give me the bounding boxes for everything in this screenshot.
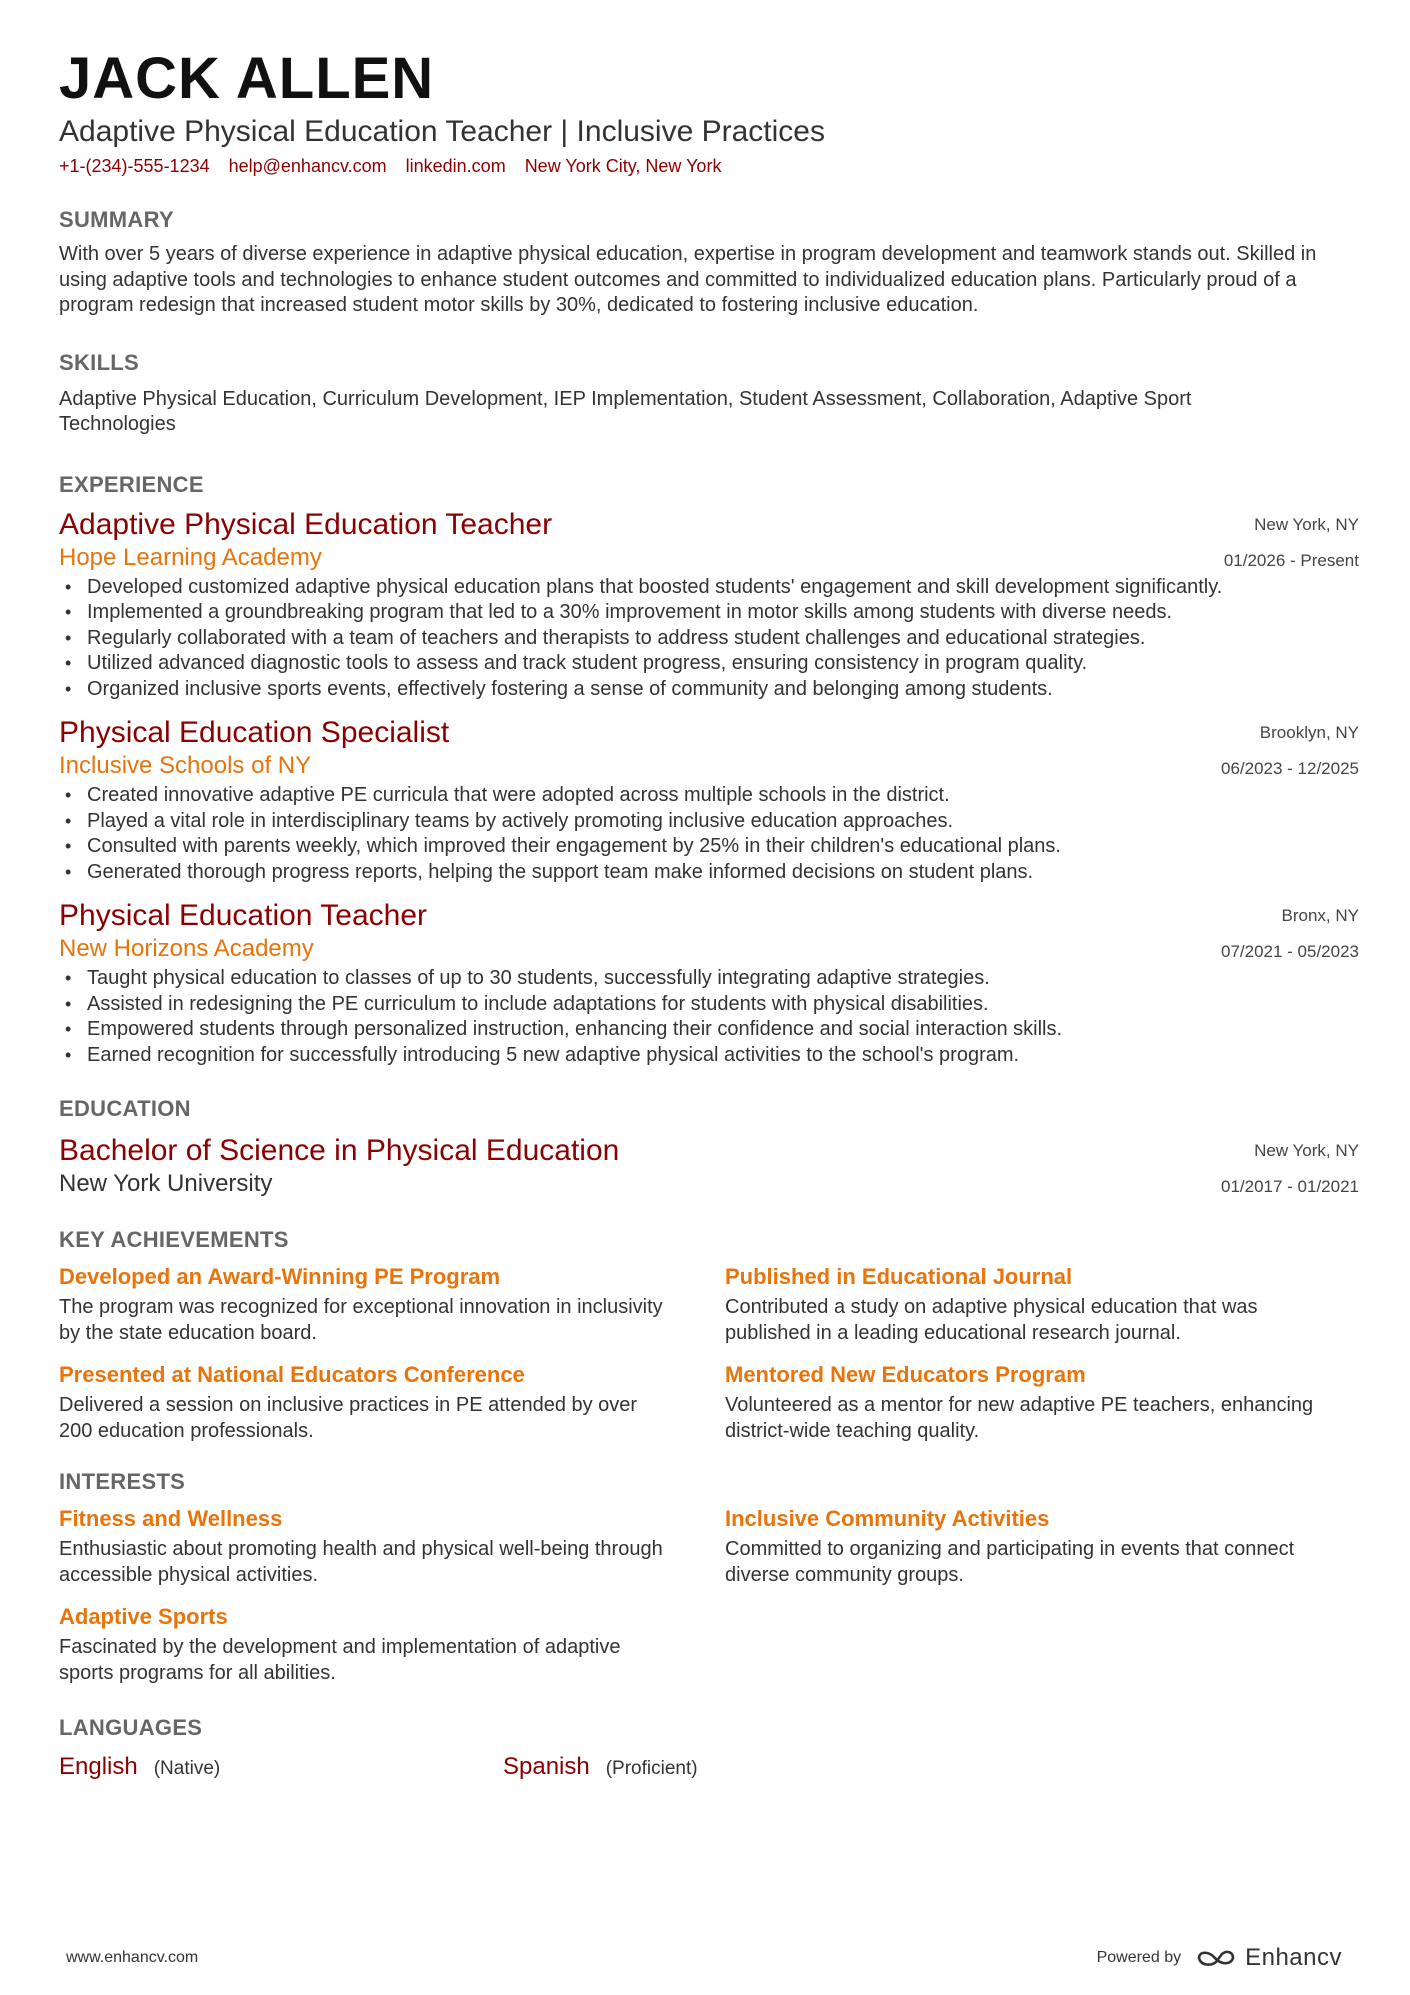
interest-title: Adaptive Sports xyxy=(59,1604,228,1629)
candidate-name: JACK ALLEN xyxy=(59,46,435,111)
job-bullet: • Utilized advanced diagnostic tools to assess and track student progress, ensuring consistency in program quality. xyxy=(59,651,1359,677)
job-dates: 07/2021 - 05/2023 xyxy=(1220,942,1359,961)
language-level: (Native) xyxy=(153,1758,221,1779)
achievement-desc: Contributed a study on adaptive physical education that was published in a leading educational research journal. xyxy=(725,1296,1258,1344)
interest-desc: Committed to organizing and participating in events that connect diverse community groups. xyxy=(725,1538,1295,1586)
contact-linkedin[interactable]: linkedin.com xyxy=(405,156,506,176)
language-level: (Proficient) xyxy=(605,1758,698,1779)
summary-text: With over 5 years of diverse experience in adaptive physical education, expertise in program development and teamwork stands out. Skilled in using adaptive tools and technologies to enhance student outcomes and committed to individualized education plans. Particularly proud of a program redesign that increased student motor skills by 30%, dedicated to fostering inclusive education. xyxy=(59,243,1317,316)
job-location: Bronx, NY xyxy=(1281,906,1359,925)
job-meta xyxy=(1221,715,1359,787)
job-entry xyxy=(59,715,1359,885)
skills-section xyxy=(59,349,1359,438)
summary-heading: SUMMARY xyxy=(59,207,174,232)
achievement-desc: The program was recognized for exceptional innovation in inclusivity by the state education board. xyxy=(59,1296,663,1344)
job-bullet: • Developed customized adaptive physical education plans that boosted students' engagement and skill development significantly. xyxy=(59,575,1359,601)
job-bullet: • Played a vital role in interdisciplinary teams by actively promoting inclusive education approaches. xyxy=(59,809,1359,835)
achievement-title: Published in Educational Journal xyxy=(725,1264,1073,1289)
job-bullet: • Assisted in redesigning the PE curriculum to include adaptations for students with physical disabilities. xyxy=(59,992,1359,1018)
job-entry xyxy=(59,507,1359,703)
achievement-title: Developed an Award-Winning PE Program xyxy=(59,1264,501,1289)
job-meta xyxy=(1224,507,1359,579)
job-location: New York, NY xyxy=(1254,514,1359,534)
interest-desc: Enthusiastic about promoting health and physical well-being through accessible physical activities. xyxy=(59,1538,663,1586)
contact-info xyxy=(59,154,1359,178)
education-dates: 01/2017 - 01/2021 xyxy=(1220,1177,1359,1196)
language-name: English xyxy=(59,1753,138,1780)
powered-by-label: Powered by xyxy=(1096,1949,1182,1966)
achievement-item xyxy=(725,1262,1359,1346)
interests-section xyxy=(59,1468,1359,1686)
language-item xyxy=(59,1752,503,1782)
education-school: New York University xyxy=(59,1170,273,1197)
job-bullet: • Earned recognition for successfully introducing 5 new adaptive physical activities to the school's program. xyxy=(59,1043,1359,1069)
contact-location: New York City, New York xyxy=(524,156,722,176)
languages-list xyxy=(59,1752,1359,1782)
job-title: Physical Education Teacher xyxy=(59,899,427,932)
interests-heading: INTERESTS xyxy=(59,1469,186,1494)
job-bullet: • Organized inclusive sports events, effectively fostering a sense of community and belonging among students. xyxy=(59,677,1359,703)
job-title: Adaptive Physical Education Teacher xyxy=(59,507,553,541)
candidate-headline: Adaptive Physical Education Teacher | Inclusive Practices xyxy=(59,115,825,148)
contact-email[interactable]: help@enhancv.com xyxy=(228,156,387,176)
job-bullets xyxy=(59,575,1359,703)
education-meta xyxy=(1221,1133,1359,1205)
job-bullets xyxy=(59,783,1359,885)
skills-heading: SKILLS xyxy=(59,349,140,375)
interest-item xyxy=(59,1602,725,1686)
interest-item xyxy=(59,1504,725,1588)
job-location: Brooklyn, NY xyxy=(1259,723,1359,742)
experience-heading: EXPERIENCE xyxy=(59,471,204,497)
job-bullet: • Consulted with parents weekly, which improved their engagement by 25% in their children's educational plans. xyxy=(59,834,1359,860)
achievements-grid xyxy=(59,1262,1359,1444)
job-bullets xyxy=(59,966,1359,1068)
achievement-title: Mentored New Educators Program xyxy=(725,1362,1086,1387)
education-section xyxy=(59,1095,1359,1199)
enhancv-logo-icon xyxy=(1195,1946,1237,1970)
interest-title: Inclusive Community Activities xyxy=(725,1506,1050,1531)
job-meta xyxy=(1221,898,1359,970)
achievement-title: Presented at National Educators Conference xyxy=(59,1362,525,1387)
skills-text: Adaptive Physical Education, Curriculum Development, IEP Implementation, Student Assessment, Collaboration, Adaptive Sport Technologies xyxy=(59,387,1192,435)
job-bullet: • Regularly collaborated with a team of teachers and therapists to address student challenges and educational strategies. xyxy=(59,626,1359,652)
experience-section xyxy=(59,471,1359,1069)
achievement-item xyxy=(59,1262,725,1346)
interests-grid xyxy=(59,1504,1359,1686)
summary-section xyxy=(59,206,1359,319)
job-bullet: • Implemented a groundbreaking program that led to a 30% improvement in motor skills among students with diverse needs. xyxy=(59,600,1359,626)
job-bullet: • Generated thorough progress reports, helping the support team make informed decisions on student plans. xyxy=(59,860,1359,886)
page-footer xyxy=(66,1944,1342,1972)
achievements-section xyxy=(59,1226,1359,1444)
brand-name: Enhancv xyxy=(1245,1944,1342,1971)
education-entry xyxy=(59,1133,1359,1199)
job-company: Hope Learning Academy xyxy=(59,543,322,571)
job-entry xyxy=(59,898,1359,1068)
job-title: Physical Education Specialist xyxy=(59,716,450,749)
resume-header xyxy=(59,48,1359,178)
interest-desc: Fascinated by the development and implementation of adaptive sports programs for all abilities. xyxy=(59,1636,621,1684)
education-heading: EDUCATION xyxy=(59,1096,191,1121)
achievement-desc: Volunteered as a mentor for new adaptive PE teachers, enhancing district-wide teaching quality. xyxy=(725,1394,1314,1442)
job-bullet: • Empowered students through personalized instruction, enhancing their confidence and social interaction skills. xyxy=(59,1017,1359,1043)
job-bullet: • Created innovative adaptive PE curricula that were adopted across multiple schools in the district. xyxy=(59,783,1359,809)
brand-logo[interactable] xyxy=(1195,1944,1342,1972)
achievements-heading: KEY ACHIEVEMENTS xyxy=(59,1227,289,1252)
job-bullet: • Taught physical education to classes of up to 30 students, successfully integrating adaptive strategies. xyxy=(59,966,1359,992)
job-dates: 06/2023 - 12/2025 xyxy=(1220,759,1359,778)
education-degree: Bachelor of Science in Physical Education xyxy=(59,1134,620,1167)
achievement-desc: Delivered a session on inclusive practices in PE attended by over 200 education professionals. xyxy=(59,1394,638,1442)
interest-title: Fitness and Wellness xyxy=(59,1506,283,1531)
languages-heading: LANGUAGES xyxy=(59,1715,203,1740)
interest-item xyxy=(725,1504,1359,1588)
achievement-item xyxy=(725,1360,1359,1444)
powered-by xyxy=(1097,1944,1342,1972)
job-company: New Horizons Academy xyxy=(59,935,314,962)
languages-section xyxy=(59,1714,1359,1782)
job-company: Inclusive Schools of NY xyxy=(59,752,312,779)
language-name: Spanish xyxy=(503,1753,590,1780)
language-item xyxy=(503,1752,947,1782)
achievement-item xyxy=(59,1360,725,1444)
resume-page xyxy=(59,48,1359,1782)
contact-phone[interactable]: +1-(234)-555-1234 xyxy=(59,156,210,176)
job-dates: 01/2026 - Present xyxy=(1223,550,1359,570)
education-location: New York, NY xyxy=(1254,1141,1359,1160)
footer-url-link[interactable]: www.enhancv.com xyxy=(66,1949,199,1966)
